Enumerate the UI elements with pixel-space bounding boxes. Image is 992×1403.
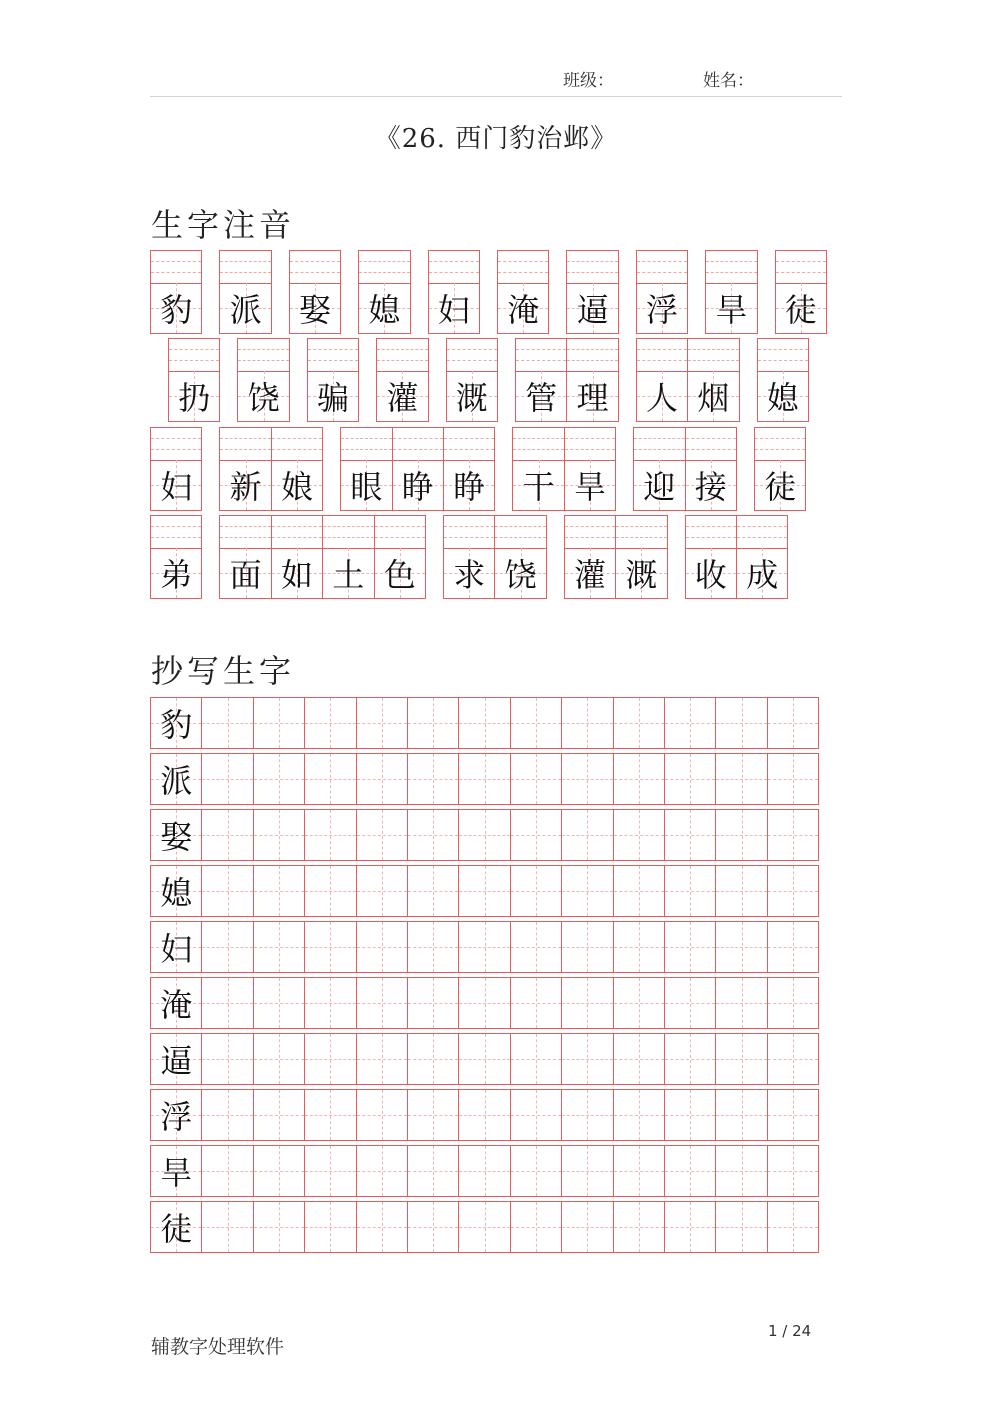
copy-writing-cell[interactable] xyxy=(356,1033,408,1085)
copy-writing-cell[interactable] xyxy=(458,753,510,805)
copy-writing-cell[interactable] xyxy=(561,1145,613,1197)
pinyin-cell[interactable] xyxy=(636,338,688,422)
copy-writing-cell[interactable] xyxy=(201,921,253,973)
copy-writing-cell[interactable] xyxy=(510,865,562,917)
copy-model-cell xyxy=(150,1033,202,1085)
copy-writing-cell[interactable] xyxy=(407,977,459,1029)
pinyin-cell[interactable] xyxy=(168,338,220,422)
copy-row xyxy=(150,1089,818,1141)
copy-writing-cell[interactable] xyxy=(613,1033,665,1085)
pinyin-cell[interactable] xyxy=(497,250,549,334)
copy-writing-cell[interactable] xyxy=(613,697,665,749)
copy-writing-cell[interactable] xyxy=(407,1033,459,1085)
copy-writing-cell[interactable] xyxy=(561,809,613,861)
copy-writing-cell[interactable] xyxy=(767,809,819,861)
copy-writing-cell[interactable] xyxy=(201,753,253,805)
copy-row xyxy=(150,697,818,749)
copy-writing-cell[interactable] xyxy=(561,697,613,749)
copy-writing-cell[interactable] xyxy=(664,753,716,805)
pinyin-cell[interactable] xyxy=(615,515,667,599)
pinyin-cell[interactable] xyxy=(322,515,374,599)
copy-model-cell xyxy=(150,809,202,861)
pinyin-cell[interactable] xyxy=(358,250,410,334)
copy-writing-cell[interactable] xyxy=(715,921,767,973)
footer-software-name: 辅教字处理软件 xyxy=(151,1336,285,1358)
copy-writing-cell[interactable] xyxy=(510,921,562,973)
copy-writing-cell[interactable] xyxy=(510,1089,562,1141)
copy-writing-cell[interactable] xyxy=(356,753,408,805)
pinyin-cell[interactable] xyxy=(564,515,616,599)
copy-writing-cell[interactable] xyxy=(613,1145,665,1197)
copy-writing-cell[interactable] xyxy=(253,865,305,917)
pinyin-writing-band[interactable] xyxy=(272,428,322,461)
copy-writing-cell[interactable] xyxy=(767,921,819,973)
copy-writing-cell[interactable] xyxy=(767,865,819,917)
copy-writing-cell[interactable] xyxy=(304,809,356,861)
pinyin-char: 扔 xyxy=(178,379,211,417)
pinyin-cell[interactable] xyxy=(374,515,426,599)
page-number: 1 / 24 xyxy=(768,1322,812,1340)
pinyin-writing-band[interactable] xyxy=(565,428,615,461)
copy-row xyxy=(150,1201,818,1253)
pinyin-cell[interactable] xyxy=(633,427,685,511)
copy-writing-cell[interactable] xyxy=(458,1201,510,1253)
copy-writing-cell[interactable] xyxy=(356,1089,408,1141)
pinyin-cell[interactable] xyxy=(687,338,739,422)
pinyin-char: 面 xyxy=(229,556,262,594)
pinyin-writing-band[interactable] xyxy=(516,339,566,372)
pinyin-writing-band[interactable] xyxy=(444,516,494,549)
pinyin-cell[interactable] xyxy=(736,515,788,599)
copy-writing-cell[interactable] xyxy=(304,865,356,917)
pinyin-cell[interactable] xyxy=(289,250,341,334)
pinyin-cell[interactable] xyxy=(705,250,757,334)
copy-writing-cell[interactable] xyxy=(613,921,665,973)
copy-writing-cell[interactable] xyxy=(458,809,510,861)
pinyin-cell[interactable] xyxy=(512,427,564,511)
pinyin-cell[interactable] xyxy=(219,427,271,511)
copy-writing-cell[interactable] xyxy=(510,1145,562,1197)
copy-model-char: 浮 xyxy=(160,1098,193,1136)
copy-writing-cell[interactable] xyxy=(253,921,305,973)
copy-writing-cell[interactable] xyxy=(715,1033,767,1085)
pinyin-char: 旱 xyxy=(573,468,606,506)
copy-writing-cell[interactable] xyxy=(664,697,716,749)
page-title: 《26. 西门豹治邺》 xyxy=(374,124,618,154)
pinyin-cell[interactable] xyxy=(150,515,202,599)
pinyin-char: 妇 xyxy=(437,291,470,329)
pinyin-writing-band[interactable] xyxy=(758,339,808,372)
copy-writing-cell[interactable] xyxy=(356,809,408,861)
copy-writing-cell[interactable] xyxy=(715,865,767,917)
pinyin-cell[interactable] xyxy=(219,250,271,334)
pinyin-cell[interactable] xyxy=(237,338,289,422)
pinyin-cell[interactable] xyxy=(376,338,428,422)
pinyin-char: 新 xyxy=(229,468,262,506)
header-divider xyxy=(150,96,842,97)
pinyin-cell[interactable] xyxy=(754,427,806,511)
pinyin-writing-band[interactable] xyxy=(513,428,563,461)
copy-section-title: 抄写生字 xyxy=(151,652,296,690)
pinyin-char: 旱 xyxy=(715,291,748,329)
pinyin-cell[interactable] xyxy=(219,515,271,599)
copy-row xyxy=(150,1033,818,1085)
copy-writing-cell[interactable] xyxy=(767,1145,819,1197)
copy-writing-cell[interactable] xyxy=(356,921,408,973)
copy-writing-cell[interactable] xyxy=(561,977,613,1029)
pinyin-char: 溉 xyxy=(625,556,658,594)
pinyin-writing-band[interactable] xyxy=(272,516,322,549)
copy-writing-cell[interactable] xyxy=(561,921,613,973)
copy-writing-cell[interactable] xyxy=(407,809,459,861)
pinyin-char: 收 xyxy=(694,556,727,594)
pinyin-writing-band[interactable] xyxy=(447,339,497,372)
copy-writing-cell[interactable] xyxy=(458,697,510,749)
copy-writing-cell[interactable] xyxy=(715,1201,767,1253)
copy-model-cell xyxy=(150,1145,202,1197)
pinyin-writing-band[interactable] xyxy=(375,516,425,549)
pinyin-char: 眼 xyxy=(350,468,383,506)
copy-model-cell xyxy=(150,921,202,973)
pinyin-writing-band[interactable] xyxy=(151,428,201,461)
copy-writing-cell[interactable] xyxy=(510,697,562,749)
copy-writing-cell[interactable] xyxy=(407,1089,459,1141)
copy-writing-cell[interactable] xyxy=(356,1145,408,1197)
copy-writing-cell[interactable] xyxy=(458,1033,510,1085)
pinyin-writing-band[interactable] xyxy=(220,428,270,461)
pinyin-writing-band[interactable] xyxy=(637,251,687,284)
copy-writing-cell[interactable] xyxy=(458,1089,510,1141)
copy-writing-cell[interactable] xyxy=(458,977,510,1029)
pinyin-writing-band[interactable] xyxy=(359,251,409,284)
pinyin-char: 娶 xyxy=(298,291,331,329)
pinyin-char: 人 xyxy=(645,379,678,417)
pinyin-char: 娘 xyxy=(280,468,313,506)
copy-model-char: 娶 xyxy=(160,818,193,856)
copy-row xyxy=(150,865,818,917)
copy-writing-cell[interactable] xyxy=(613,753,665,805)
copy-model-cell xyxy=(150,977,202,1029)
copy-writing-cell[interactable] xyxy=(510,753,562,805)
pinyin-writing-band[interactable] xyxy=(220,251,270,284)
copy-writing-cell[interactable] xyxy=(664,1201,716,1253)
pinyin-writing-band[interactable] xyxy=(169,339,219,372)
copy-writing-cell[interactable] xyxy=(304,1033,356,1085)
copy-model-char: 旱 xyxy=(160,1154,193,1192)
copy-writing-cell[interactable] xyxy=(253,1033,305,1085)
copy-model-cell xyxy=(150,1089,202,1141)
pinyin-writing-band[interactable] xyxy=(377,339,427,372)
copy-writing-cell[interactable] xyxy=(664,809,716,861)
copy-writing-cell[interactable] xyxy=(510,1033,562,1085)
copy-writing-cell[interactable] xyxy=(458,1145,510,1197)
pinyin-char: 灌 xyxy=(386,379,419,417)
pinyin-writing-band[interactable] xyxy=(151,516,201,549)
pinyin-cell[interactable] xyxy=(271,515,323,599)
copy-writing-cell[interactable] xyxy=(356,977,408,1029)
pinyin-char: 媳 xyxy=(766,379,799,417)
copy-writing-cell[interactable] xyxy=(664,1089,716,1141)
copy-writing-cell[interactable] xyxy=(407,921,459,973)
copy-writing-cell[interactable] xyxy=(767,977,819,1029)
pinyin-writing-band[interactable] xyxy=(220,516,270,549)
pinyin-cell[interactable] xyxy=(340,427,392,511)
pinyin-char: 管 xyxy=(525,379,558,417)
copy-writing-cell[interactable] xyxy=(715,809,767,861)
pinyin-writing-band[interactable] xyxy=(688,339,738,372)
pinyin-char: 色 xyxy=(383,556,416,594)
copy-writing-cell[interactable] xyxy=(767,1033,819,1085)
copy-writing-cell[interactable] xyxy=(253,697,305,749)
copy-writing-cell[interactable] xyxy=(407,697,459,749)
copy-writing-cell[interactable] xyxy=(767,1089,819,1141)
pinyin-writing-band[interactable] xyxy=(637,339,687,372)
copy-writing-cell[interactable] xyxy=(201,1201,253,1253)
pinyin-char: 睁 xyxy=(401,468,434,506)
pinyin-char: 接 xyxy=(694,468,727,506)
copy-writing-cell[interactable] xyxy=(613,977,665,1029)
copy-writing-cell[interactable] xyxy=(613,865,665,917)
copy-writing-cell[interactable] xyxy=(304,921,356,973)
pinyin-char: 饶 xyxy=(504,556,537,594)
pinyin-writing-band[interactable] xyxy=(444,428,494,461)
pinyin-cell[interactable] xyxy=(443,515,495,599)
pinyin-writing-band[interactable] xyxy=(706,251,756,284)
pinyin-cell[interactable] xyxy=(271,427,323,511)
pinyin-writing-band[interactable] xyxy=(686,516,736,549)
pinyin-writing-band[interactable] xyxy=(290,251,340,284)
pinyin-writing-band[interactable] xyxy=(616,516,666,549)
copy-row xyxy=(150,753,818,805)
copy-writing-cell[interactable] xyxy=(253,1145,305,1197)
copy-model-char: 徒 xyxy=(160,1210,193,1248)
pinyin-writing-band[interactable] xyxy=(238,339,288,372)
pinyin-writing-band[interactable] xyxy=(429,251,479,284)
copy-writing-cell[interactable] xyxy=(304,1145,356,1197)
copy-writing-cell[interactable] xyxy=(253,809,305,861)
pinyin-cell[interactable] xyxy=(515,338,567,422)
pinyin-writing-band[interactable] xyxy=(686,428,736,461)
copy-writing-cell[interactable] xyxy=(561,865,613,917)
pinyin-char: 派 xyxy=(229,291,262,329)
copy-writing-cell[interactable] xyxy=(613,809,665,861)
copy-writing-cell[interactable] xyxy=(458,921,510,973)
copy-writing-cell[interactable] xyxy=(253,1089,305,1141)
pinyin-writing-band[interactable] xyxy=(565,516,615,549)
copy-writing-cell[interactable] xyxy=(407,753,459,805)
copy-writing-cell[interactable] xyxy=(561,1033,613,1085)
pinyin-writing-band[interactable] xyxy=(567,339,617,372)
copy-writing-cell[interactable] xyxy=(664,1145,716,1197)
copy-model-cell xyxy=(150,1201,202,1253)
pinyin-writing-band[interactable] xyxy=(341,428,391,461)
copy-writing-cell[interactable] xyxy=(253,1201,305,1253)
copy-writing-cell[interactable] xyxy=(715,977,767,1029)
copy-writing-cell[interactable] xyxy=(561,753,613,805)
pinyin-char: 弟 xyxy=(160,556,193,594)
copy-writing-cell[interactable] xyxy=(664,1033,716,1085)
pinyin-section-title: 生字注音 xyxy=(151,206,296,244)
pinyin-writing-band[interactable] xyxy=(755,428,805,461)
copy-model-cell xyxy=(150,865,202,917)
copy-writing-cell[interactable] xyxy=(201,865,253,917)
pinyin-cell[interactable] xyxy=(564,427,616,511)
copy-model-char: 逼 xyxy=(160,1042,193,1080)
pinyin-char: 浮 xyxy=(645,291,678,329)
copy-writing-cell[interactable] xyxy=(304,697,356,749)
copy-writing-cell[interactable] xyxy=(664,977,716,1029)
pinyin-char: 饶 xyxy=(247,379,280,417)
name-label: 姓名： xyxy=(703,71,754,91)
copy-writing-cell[interactable] xyxy=(201,809,253,861)
copy-writing-cell[interactable] xyxy=(356,1201,408,1253)
copy-writing-cell[interactable] xyxy=(201,1145,253,1197)
copy-writing-cell[interactable] xyxy=(767,753,819,805)
pinyin-cell[interactable] xyxy=(150,250,202,334)
copy-writing-cell[interactable] xyxy=(561,1201,613,1253)
pinyin-char: 妇 xyxy=(160,468,193,506)
pinyin-char: 豹 xyxy=(160,291,193,329)
pinyin-char: 成 xyxy=(746,556,779,594)
pinyin-cell[interactable] xyxy=(566,250,618,334)
copy-writing-cell[interactable] xyxy=(407,1145,459,1197)
copy-writing-cell[interactable] xyxy=(715,697,767,749)
copy-writing-cell[interactable] xyxy=(715,753,767,805)
copy-writing-cell[interactable] xyxy=(201,1033,253,1085)
copy-writing-cell[interactable] xyxy=(715,1089,767,1141)
copy-row xyxy=(150,921,818,973)
copy-model-char: 淹 xyxy=(160,986,193,1024)
pinyin-char: 烟 xyxy=(697,379,730,417)
copy-writing-cell[interactable] xyxy=(767,1201,819,1253)
copy-writing-cell[interactable] xyxy=(561,1089,613,1141)
pinyin-char: 土 xyxy=(332,556,365,594)
pinyin-cell[interactable] xyxy=(443,427,495,511)
pinyin-writing-band[interactable] xyxy=(567,251,617,284)
pinyin-cell[interactable] xyxy=(392,427,444,511)
copy-writing-cell[interactable] xyxy=(767,697,819,749)
pinyin-writing-band[interactable] xyxy=(151,251,201,284)
copy-writing-cell[interactable] xyxy=(664,921,716,973)
pinyin-char: 睁 xyxy=(453,468,486,506)
copy-writing-cell[interactable] xyxy=(356,697,408,749)
pinyin-char: 溉 xyxy=(455,379,488,417)
copy-writing-cell[interactable] xyxy=(201,697,253,749)
copy-model-cell xyxy=(150,753,202,805)
pinyin-char: 迎 xyxy=(643,468,676,506)
copy-model-char: 豹 xyxy=(160,706,193,744)
pinyin-char: 如 xyxy=(280,556,313,594)
copy-writing-cell[interactable] xyxy=(715,1145,767,1197)
copy-model-cell xyxy=(150,697,202,749)
pinyin-writing-band[interactable] xyxy=(323,516,373,549)
pinyin-char: 骗 xyxy=(316,379,349,417)
pinyin-writing-band[interactable] xyxy=(634,428,684,461)
copy-model-char: 派 xyxy=(160,762,193,800)
copy-writing-cell[interactable] xyxy=(510,1201,562,1253)
copy-writing-cell[interactable] xyxy=(201,977,253,1029)
copy-model-char: 妇 xyxy=(160,930,193,968)
copy-writing-cell[interactable] xyxy=(304,753,356,805)
pinyin-char: 徒 xyxy=(784,291,817,329)
pinyin-cell[interactable] xyxy=(428,250,480,334)
copy-writing-cell[interactable] xyxy=(458,865,510,917)
pinyin-char: 逼 xyxy=(576,291,609,329)
copy-row xyxy=(150,1145,818,1197)
copy-writing-cell[interactable] xyxy=(253,753,305,805)
pinyin-cell[interactable] xyxy=(775,250,827,334)
class-label: 班级： xyxy=(563,71,614,91)
pinyin-cell[interactable] xyxy=(566,338,618,422)
copy-writing-cell[interactable] xyxy=(407,865,459,917)
pinyin-writing-band[interactable] xyxy=(495,516,545,549)
pinyin-char: 求 xyxy=(453,556,486,594)
pinyin-char: 灌 xyxy=(573,556,606,594)
pinyin-writing-band[interactable] xyxy=(308,339,358,372)
copy-writing-cell[interactable] xyxy=(613,1201,665,1253)
pinyin-cell[interactable] xyxy=(636,250,688,334)
copy-writing-cell[interactable] xyxy=(304,1201,356,1253)
pinyin-writing-band[interactable] xyxy=(737,516,787,549)
copy-model-char: 媳 xyxy=(160,874,193,912)
copy-writing-cell[interactable] xyxy=(510,977,562,1029)
pinyin-writing-band[interactable] xyxy=(498,251,548,284)
pinyin-char: 媳 xyxy=(368,291,401,329)
copy-row xyxy=(150,977,818,1029)
pinyin-char: 淹 xyxy=(507,291,540,329)
copy-row xyxy=(150,809,818,861)
pinyin-cell[interactable] xyxy=(494,515,546,599)
copy-writing-cell[interactable] xyxy=(356,865,408,917)
copy-writing-cell[interactable] xyxy=(201,1089,253,1141)
copy-writing-cell[interactable] xyxy=(407,1201,459,1253)
pinyin-writing-band[interactable] xyxy=(776,251,826,284)
pinyin-writing-band[interactable] xyxy=(393,428,443,461)
pinyin-cell[interactable] xyxy=(307,338,359,422)
pinyin-char: 理 xyxy=(576,379,609,417)
copy-writing-cell[interactable] xyxy=(304,1089,356,1141)
copy-writing-cell[interactable] xyxy=(304,977,356,1029)
pinyin-cell[interactable] xyxy=(150,427,202,511)
copy-writing-cell[interactable] xyxy=(510,809,562,861)
copy-writing-cell[interactable] xyxy=(613,1089,665,1141)
pinyin-char: 徒 xyxy=(764,468,797,506)
pinyin-cell[interactable] xyxy=(446,338,498,422)
pinyin-cell[interactable] xyxy=(757,338,809,422)
pinyin-cell[interactable] xyxy=(685,427,737,511)
pinyin-char: 干 xyxy=(522,468,555,506)
pinyin-cell[interactable] xyxy=(685,515,737,599)
copy-writing-cell[interactable] xyxy=(664,865,716,917)
copy-writing-cell[interactable] xyxy=(253,977,305,1029)
